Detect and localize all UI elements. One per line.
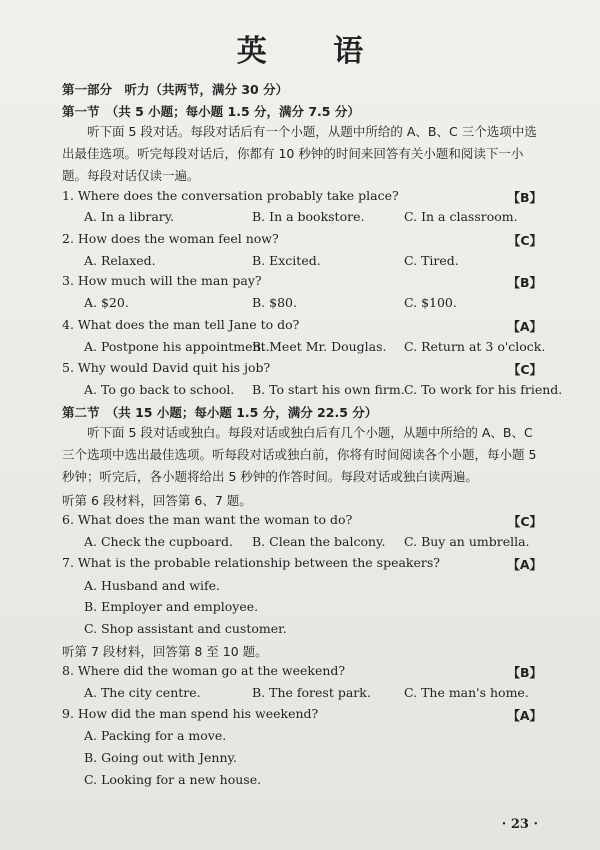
option-a: A. Husband and wife. xyxy=(84,578,220,593)
question-text: 8. Where did the woman go at the weekend? xyxy=(62,663,346,678)
answer-key: 【B】 xyxy=(507,275,542,290)
option-b: B. In a bookstore. xyxy=(252,209,365,224)
section1-heading: 第一节 （共 5 小题；每小题 1.5 分，满分 7.5 分） xyxy=(62,104,360,119)
question-text: 2. How does the woman feel now? xyxy=(62,231,279,246)
part-heading: 第一部分 听力（共两节，满分 30 分） xyxy=(62,82,289,97)
question-text: 9. How did the man spend his weekend? xyxy=(62,706,319,721)
option-b: B. Employer and employee. xyxy=(84,599,259,614)
section1-instructions: 听下面 5 段对话。每段对话后有一个小题，从题中所给的 A、B、C 三个选项中选出最佳选项。听完每段对话后，你都有 10 秒钟的时间来回答有关小题和阅读下一小题。每段对话仅读一遍。 xyxy=(62,124,537,183)
question-text: 5. Why would David quit his job? xyxy=(62,360,271,375)
question-9 xyxy=(62,706,542,721)
option-a: A. To go back to school. xyxy=(84,382,235,397)
question-text: 4. What does the man tell Jane to do? xyxy=(62,317,300,332)
question-2 xyxy=(62,231,542,246)
option-c: C. Buy an umbrella. xyxy=(404,534,530,549)
question-1 xyxy=(62,188,542,203)
answer-key: 【C】 xyxy=(507,514,542,529)
option-a: A. Check the cupboard. xyxy=(84,534,233,549)
question-4 xyxy=(62,317,542,332)
question-5 xyxy=(62,360,542,375)
answer-key: 【C】 xyxy=(507,362,542,377)
option-c: C. The man's home. xyxy=(404,685,529,700)
option-c: C. Looking for a new house. xyxy=(84,772,262,787)
question-6 xyxy=(62,512,542,527)
option-a: A. In a library. xyxy=(84,209,175,224)
question-text: 7. What is the probable relationship between the speakers? xyxy=(62,555,440,570)
option-a: A. $20. xyxy=(84,295,129,310)
option-b: B. Excited. xyxy=(252,253,321,268)
answer-key: 【B】 xyxy=(507,190,542,205)
option-a: A. Relaxed. xyxy=(84,253,156,268)
option-b: B. Meet Mr. Douglas. xyxy=(252,339,387,354)
answer-key: 【A】 xyxy=(507,708,542,723)
question-7 xyxy=(62,555,542,570)
page-number: · 23 · xyxy=(501,817,538,832)
option-a: A. Packing for a move. xyxy=(84,728,227,743)
option-c: C. $100. xyxy=(404,295,457,310)
material-6-note: 听第 6 段材料，回答第 6、7 题。 xyxy=(62,493,252,508)
question-text: 6. What does the man want the woman to do? xyxy=(62,512,353,527)
material-7-note: 听第 7 段材料，回答第 8 至 10 题。 xyxy=(62,644,268,659)
option-c: C. In a classroom. xyxy=(404,209,518,224)
option-b: B. To start his own firm. xyxy=(252,382,405,397)
option-a: A. Postpone his appointment. xyxy=(84,339,270,354)
question-8 xyxy=(62,663,542,678)
page-title: 英 语 xyxy=(236,34,392,69)
section2-instructions: 听下面 5 段对话或独白。每段对话或独白后有几个小题，从题中所给的 A、B、C 三个选项中选出最佳选项。听每段对话或独白前，你将有时间阅读各个小题，每小题 5 秒钟；听完后，各小题将给出 5 秒钟的作答时间。每段对话或独白读两遍。 xyxy=(62,425,537,484)
answer-key: 【C】 xyxy=(507,233,542,248)
option-b: B. Clean the balcony. xyxy=(252,534,386,549)
option-b: B. Going out with Jenny. xyxy=(84,750,237,765)
question-text: 3. How much will the man pay? xyxy=(62,273,262,288)
answer-key: 【A】 xyxy=(507,319,542,334)
option-a: A. The city centre. xyxy=(84,685,201,700)
question-text: 1. Where does the conversation probably take place? xyxy=(62,188,399,203)
option-b: B. $80. xyxy=(252,295,297,310)
option-c: C. To work for his friend. xyxy=(404,382,563,397)
option-c: C. Shop assistant and customer. xyxy=(84,621,287,636)
option-c: C. Return at 3 o'clock. xyxy=(404,339,546,354)
section2-heading: 第二节 （共 15 小题；每小题 1.5 分，满分 22.5 分） xyxy=(62,405,378,420)
question-3 xyxy=(62,273,542,288)
option-b: B. The forest park. xyxy=(252,685,371,700)
option-c: C. Tired. xyxy=(404,253,459,268)
answer-key: 【B】 xyxy=(507,665,542,680)
answer-key: 【A】 xyxy=(507,557,542,572)
